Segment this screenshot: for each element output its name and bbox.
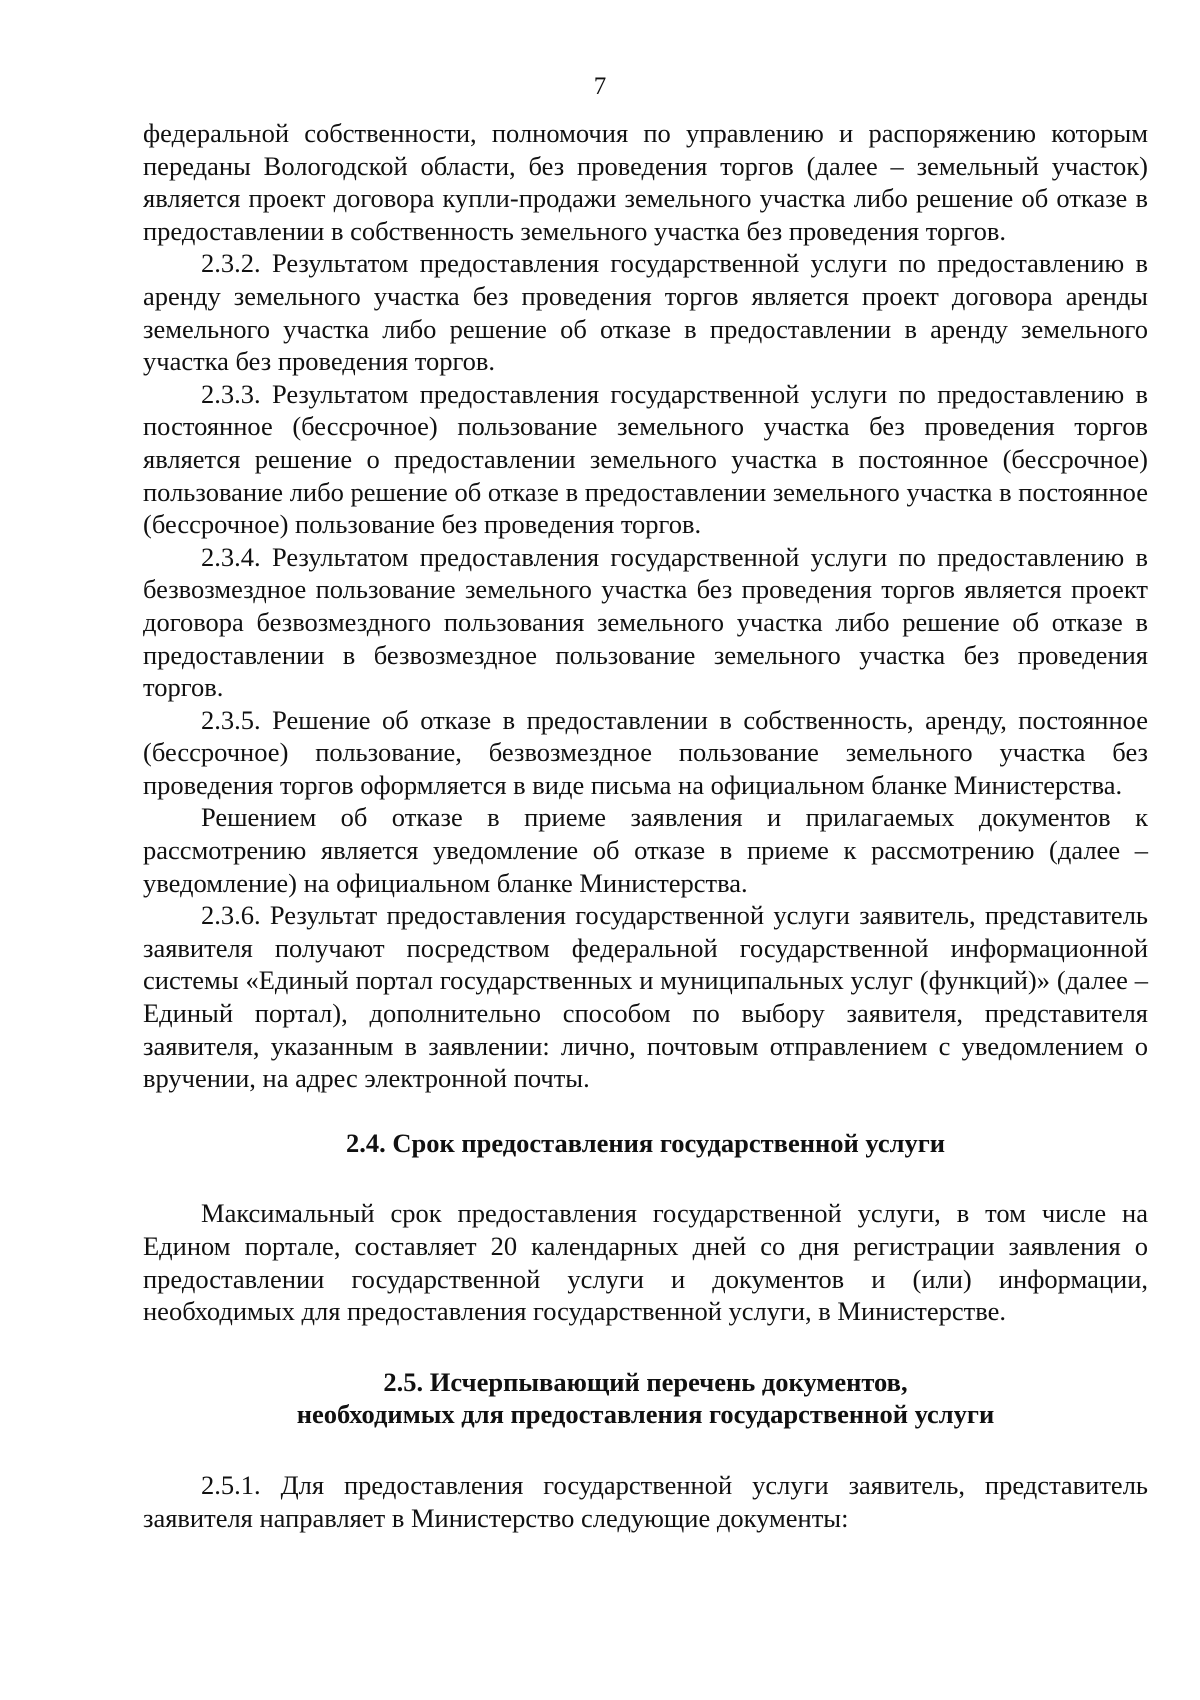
section-heading-2-5-line-2: необходимых для предоставления государственной услуги bbox=[296, 1399, 995, 1430]
section-heading-2-4: 2.4. Срок предоставления государственной услуги bbox=[345, 1127, 946, 1158]
paragraph-continuation: федеральной собственности, полномочия по управлению и распоряжению которым переданы Вологодской области, без проведения торгов (далее – земельный участок) является проект договора купли-продажи земельного участка либо решение об отказе в предоставлении в собственность земельного участка без проведения торгов. bbox=[143, 118, 1148, 246]
paragraph-2-3-3: 2.3.3. Результатом предоставления государственной услуги по предоставлению в постоянное (бессрочное) пользование земельного участка без проведения торгов является решение о предоставлении земельного участка в постоянное (бессрочное) пользование либо решение об отказе в предоставлении земельного участка в постоянное (бессрочное) пользование без проведения торгов. bbox=[143, 378, 1148, 540]
document-body bbox=[143, 117, 1148, 1534]
paragraph-2-3-6: 2.3.6. Результат предоставления государственной услуги заявитель, представитель заявителя получают посредством федеральной государственной информационной системы «Единый портал государственных и муниципальных услуг (функций)» (далее – Единый портал), дополнительно способом по выбору заявителя, представителя заявителя, указанным в заявлении: лично, почтовым отправлением с уведомлением о вручении, на адрес электронной почты. bbox=[143, 900, 1148, 1094]
paragraph-refusal-notice: Решением об отказе в приеме заявления и прилагаемых документов к рассмотрению является уведомление об отказе в приеме к рассмотрению (далее – уведомление) на официальном бланке Министерства. bbox=[143, 802, 1148, 898]
section-heading-2-5-line-1: 2.5. Исчерпывающий перечень документов, bbox=[383, 1366, 908, 1397]
page-number: 7 bbox=[593, 73, 607, 100]
paragraph-2-3-2: 2.3.2. Результатом предоставления государственной услуги по предоставлению в аренду земельного участка без проведения торгов является проект договора аренды земельного участка либо решение об отказе в предоставлении в аренду земельного участка без проведения торгов. bbox=[143, 248, 1148, 377]
paragraph-2-3-4: 2.3.4. Результатом предоставления государственной услуги по предоставлению в безвозмездное пользование земельного участка без проведения торгов является проект договора безвозмездного пользования земельного участка либо решение об отказе в предоставлении в безвозмездное пользование земельного участка без проведения торгов. bbox=[143, 541, 1148, 703]
paragraph-2-5-1: 2.5.1. Для предоставления государственной услуги заявитель, представитель заявителя направляет в Министерство следующие документы: bbox=[143, 1469, 1148, 1533]
section-heading-2-5 bbox=[143, 1366, 1148, 1431]
paragraph-2-3-5: 2.3.5. Решение об отказе в предоставлении в собственность, аренду, постоянное (бессрочное) пользование, безвозмездное пользование земельного участка без проведения торгов оформляется в виде письма на официальном бланке Министерства. bbox=[143, 704, 1148, 800]
paragraph-2-4: Максимальный срок предоставления государственной услуги, в том числе на Едином портале, составляет 20 календарных дней со дня регистрации заявления о предоставлении государственной услуги и документов и (или) информации, необходимых для предоставления государственной услуги, в Министерстве. bbox=[143, 1198, 1148, 1327]
